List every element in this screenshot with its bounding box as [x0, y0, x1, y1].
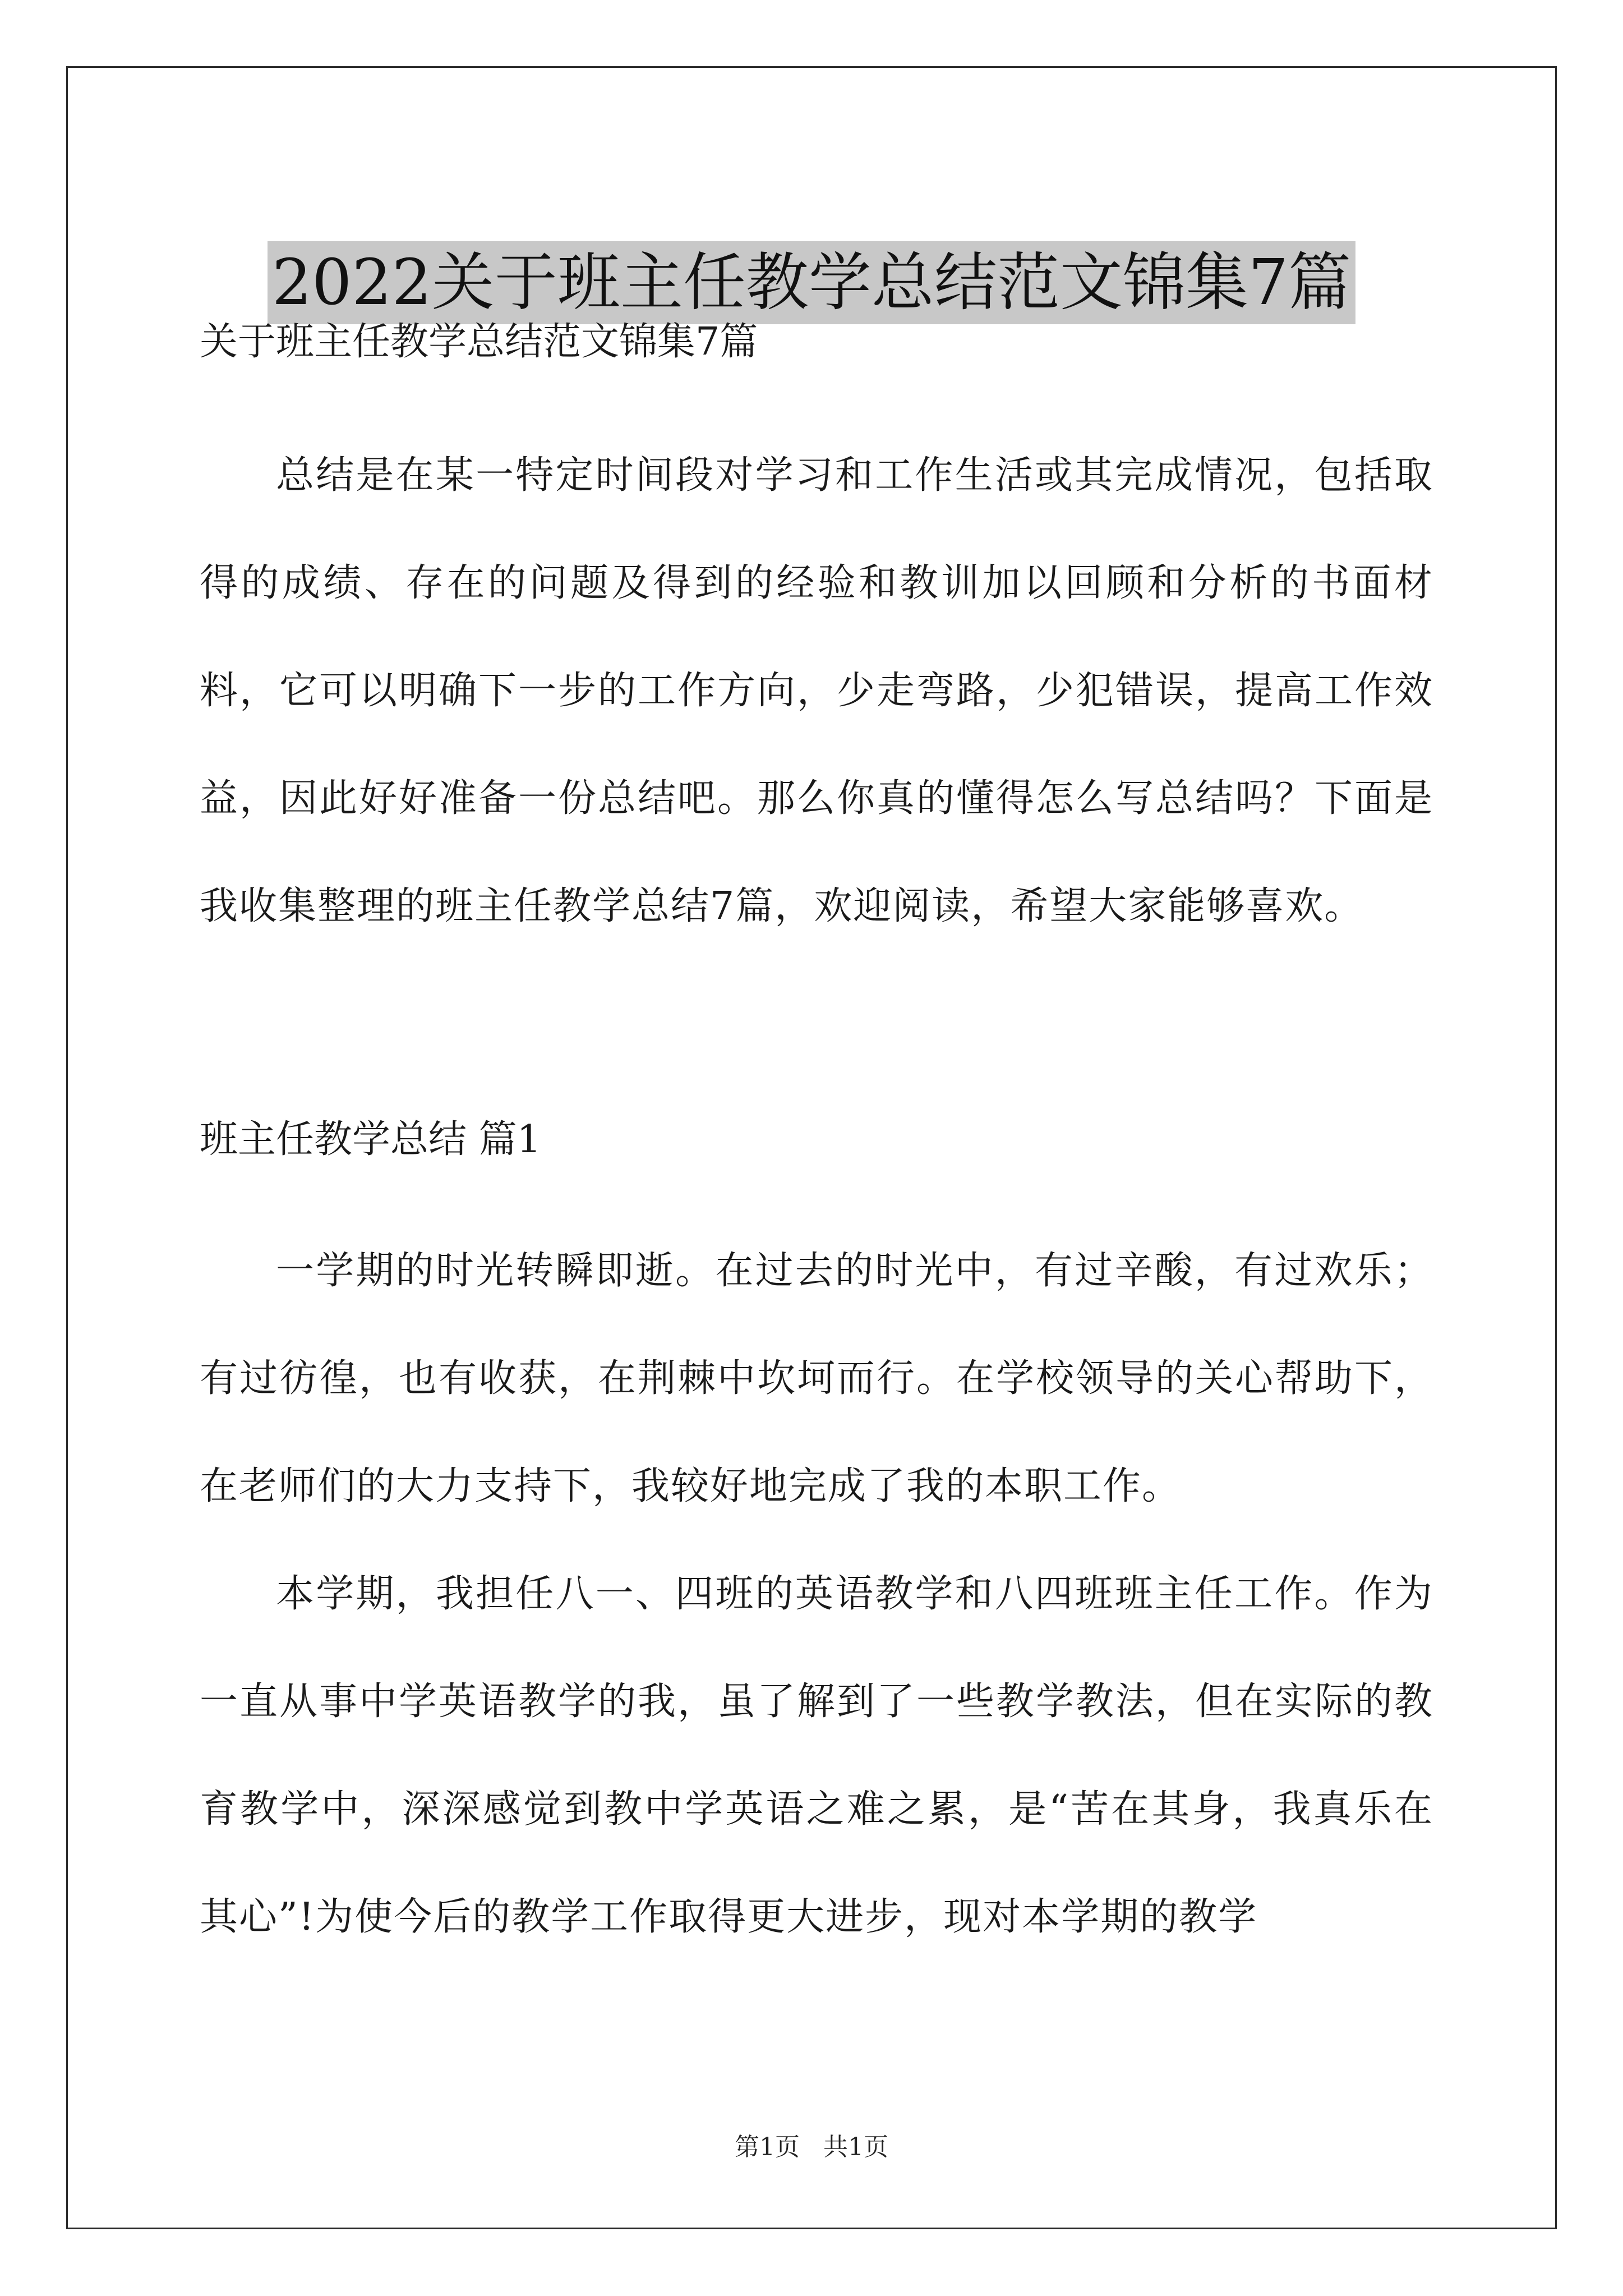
intro-paragraph: 总结是在某一特定时间段对学习和工作生活或其完成情况，包括取得的成绩、存在的问题及得到的经验和教训加以回顾和分析的书面材料，它可以明确下一步的工作方向，少走弯路，少犯错误，提高工作效益，因此好好准备一份总结吧。那么你真的懂得怎么写总结吗？下面是我收集整理的班主任教学总结7篇，欢迎阅读，希望大家能够喜欢。 — [200, 453, 1433, 928]
document-title: 2022关于班主任教学总结范文锦集7篇 — [268, 241, 1355, 324]
section-1-paragraph-2: 本学期，我担任八一、四班的英语教学和八四班班主任工作。作为一直从事中学英语教学的我，虽了解到了一些教学教法，但在实际的教育教学中，深深感觉到教中学英语之难之累，是“苦在其身，我真乐在其心”!为使今后的教学工作取得更大进步，现对本学期的教学 — [200, 1572, 1433, 1939]
section-1-paragraph-1: 一学期的时光转瞬即逝。在过去的时光中，有过辛酸，有过欢乐；有过彷徨，也有收获，在荆棘中坎坷而行。在学校领导的关心帮助下，在老师们的大力支持下，我较好地完成了我的本职工作。 — [200, 1249, 1433, 1508]
page-number: 第1页 — [735, 2133, 800, 2161]
document-subtitle: 关于班主任教学总结范文锦集7篇 — [200, 320, 758, 364]
page-footer — [0, 2131, 1623, 2164]
section-1-heading: 班主任教学总结 篇1 — [200, 1117, 541, 1162]
page-total: 共1页 — [823, 2133, 888, 2161]
document-body — [200, 314, 1433, 1971]
